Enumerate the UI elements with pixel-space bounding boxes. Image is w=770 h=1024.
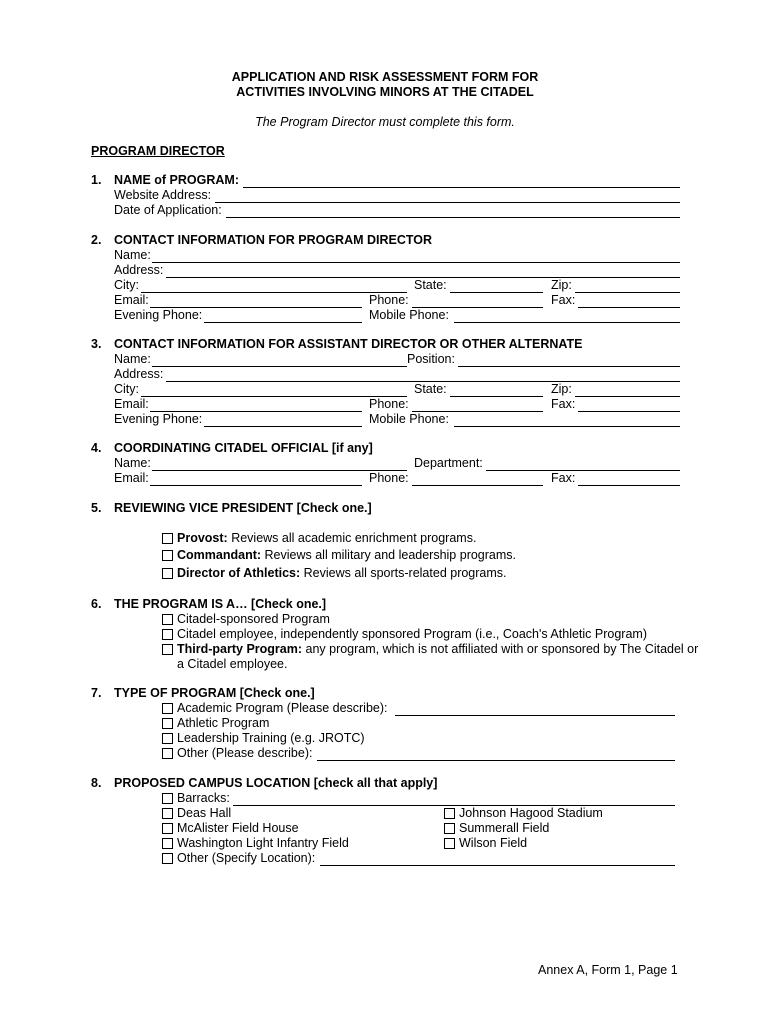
wli-field-checkbox[interactable] [162,838,173,849]
s3-name-label: Name: [114,352,151,366]
leadership-label: Leadership Training (e.g. JROTC) [177,731,365,745]
s2-city-field[interactable] [141,292,407,293]
barracks-checkbox[interactable] [162,793,173,804]
mcalister-label: McAlister Field House [177,821,299,835]
other-location-checkbox[interactable] [162,853,173,864]
athletics-desc: Reviews all sports-related programs. [303,566,507,580]
s2-state-label: State: [414,278,447,292]
s3-mobile-label: Mobile Phone: [369,412,449,426]
provost-option [177,531,476,545]
form-subtitle: The Program Director must complete this form. [255,115,515,129]
other-type-label: Other (Please describe): [177,746,313,760]
barracks-label: Barracks: [177,791,230,805]
s5-title: REVIEWING VICE PRESIDENT [Check one.] [114,501,372,515]
deas-hall-label: Deas Hall [177,806,232,820]
s4-fax-field[interactable] [578,485,680,486]
s2-email-label: Email: [114,293,149,307]
third-party-desc: any program, which is not affiliated with or sponsored by The Citadel or [302,642,699,656]
s4-fax-label: Fax: [551,471,576,485]
mcalister-checkbox[interactable] [162,823,173,834]
employee-sponsored-checkbox[interactable] [162,629,173,640]
athletics-option [177,566,507,580]
third-party-option [177,642,698,656]
other-location-field[interactable] [320,865,675,866]
wilson-field-checkbox[interactable] [444,838,455,849]
leadership-checkbox[interactable] [162,733,173,744]
s3-position-label: Position: [407,352,455,366]
website-field[interactable] [215,202,680,203]
s2-phone-label: Phone: [369,293,409,307]
s5-number: 5. [91,501,102,515]
s2-evening-label: Evening Phone: [114,308,203,322]
s3-mobile-field[interactable] [454,426,680,427]
s2-state-field[interactable] [450,292,543,293]
summerall-checkbox[interactable] [444,823,455,834]
s2-number: 2. [91,233,102,247]
form-title-line2: ACTIVITIES INVOLVING MINORS AT THE CITADEL [236,85,534,99]
academic-describe-field[interactable] [395,715,675,716]
deas-hall-checkbox[interactable] [162,808,173,819]
wli-field-label: Washington Light Infantry Field [177,836,349,850]
athletic-label: Athletic Program [177,716,270,730]
s1-program-name-label: NAME of PROGRAM: [114,173,239,187]
other-type-field[interactable] [317,760,675,761]
s7-number: 7. [91,686,102,700]
s4-phone-field[interactable] [412,485,543,486]
s2-name-field[interactable] [152,262,680,263]
s2-zip-field[interactable] [575,292,680,293]
s2-fax-field[interactable] [578,307,680,308]
s2-address-label: Address: [114,263,164,277]
s3-phone-label: Phone: [369,397,409,411]
s3-number: 3. [91,337,102,351]
athletic-checkbox[interactable] [162,718,173,729]
academic-checkbox[interactable] [162,703,173,714]
summerall-label: Summerall Field [459,821,550,835]
s4-title: COORDINATING CITADEL OFFICIAL [if any] [114,441,373,455]
s7-title: TYPE OF PROGRAM [Check one.] [114,686,315,700]
program-name-field[interactable] [243,187,680,188]
provost-desc: Reviews all academic enrichment programs. [231,531,477,545]
s3-state-label: State: [414,382,447,396]
s4-email-field[interactable] [150,485,362,486]
s2-title: CONTACT INFORMATION FOR PROGRAM DIRECTOR [114,233,433,247]
s3-state-field[interactable] [450,396,543,397]
s2-evening-field[interactable] [204,322,362,323]
s3-position-field[interactable] [458,366,680,367]
third-party-desc-cont: a Citadel employee. [177,657,288,671]
s3-address-label: Address: [114,367,164,381]
barracks-field[interactable] [233,805,675,806]
other-type-checkbox[interactable] [162,748,173,759]
date-field[interactable] [226,217,680,218]
section-heading: PROGRAM DIRECTOR [91,144,225,158]
s4-department-field[interactable] [486,470,680,471]
s4-department-label: Department: [414,456,483,470]
commandant-desc: Reviews all military and leadership programs. [264,548,517,562]
s3-evening-field[interactable] [204,426,362,427]
date-label: Date of Application: [114,203,222,217]
s3-fax-field[interactable] [578,411,680,412]
s2-city-label: City: [114,278,139,292]
page-footer: Annex A, Form 1, Page 1 [538,963,678,977]
s3-city-field[interactable] [141,396,407,397]
s4-phone-label: Phone: [369,471,409,485]
citadel-sponsored-checkbox[interactable] [162,614,173,625]
other-location-label: Other (Specify Location): [177,851,316,865]
s3-evening-label: Evening Phone: [114,412,203,426]
s4-number: 4. [91,441,102,455]
s3-zip-label: Zip: [551,382,572,396]
provost-checkbox[interactable] [162,533,173,544]
employee-sponsored-label: Citadel employee, independently sponsored Program (i.e., Coach's Athletic Program) [177,627,647,641]
s6-title: THE PROGRAM IS A… [Check one.] [114,597,327,611]
athletics-label: Director of Athletics: [177,566,301,580]
s2-fax-label: Fax: [551,293,576,307]
academic-label: Academic Program (Please describe): [177,701,388,715]
athletics-checkbox[interactable] [162,568,173,579]
s4-name-label: Name: [114,456,151,470]
commandant-checkbox[interactable] [162,550,173,561]
s2-zip-label: Zip: [551,278,572,292]
s3-email-label: Email: [114,397,149,411]
s3-city-label: City: [114,382,139,396]
s2-mobile-field[interactable] [454,322,680,323]
s3-title: CONTACT INFORMATION FOR ASSISTANT DIRECTOR OR OTHER ALTERNATE [114,337,583,351]
citadel-sponsored-label: Citadel-sponsored Program [177,612,330,626]
s8-title: PROPOSED CAMPUS LOCATION [check all that apply] [114,776,438,790]
johnson-hagood-checkbox[interactable] [444,808,455,819]
s1-number: 1. [91,173,102,187]
s3-zip-field[interactable] [575,396,680,397]
s3-fax-label: Fax: [551,397,576,411]
third-party-label: Third-party Program: [177,642,303,656]
website-label: Website Address: [114,188,212,202]
form-title-line1: APPLICATION AND RISK ASSESSMENT FORM FOR [231,70,539,84]
s4-email-label: Email: [114,471,149,485]
s6-number: 6. [91,597,102,611]
wilson-field-label: Wilson Field [459,836,528,850]
provost-label: Provost: [177,531,228,545]
s8-number: 8. [91,776,102,790]
s2-mobile-label: Mobile Phone: [369,308,449,322]
third-party-checkbox[interactable] [162,644,173,655]
s2-name-label: Name: [114,248,151,262]
commandant-label: Commandant: [177,548,262,562]
johnson-hagood-label: Johnson Hagood Stadium [459,806,603,820]
s3-name-field[interactable] [152,366,407,367]
commandant-option [177,548,516,562]
